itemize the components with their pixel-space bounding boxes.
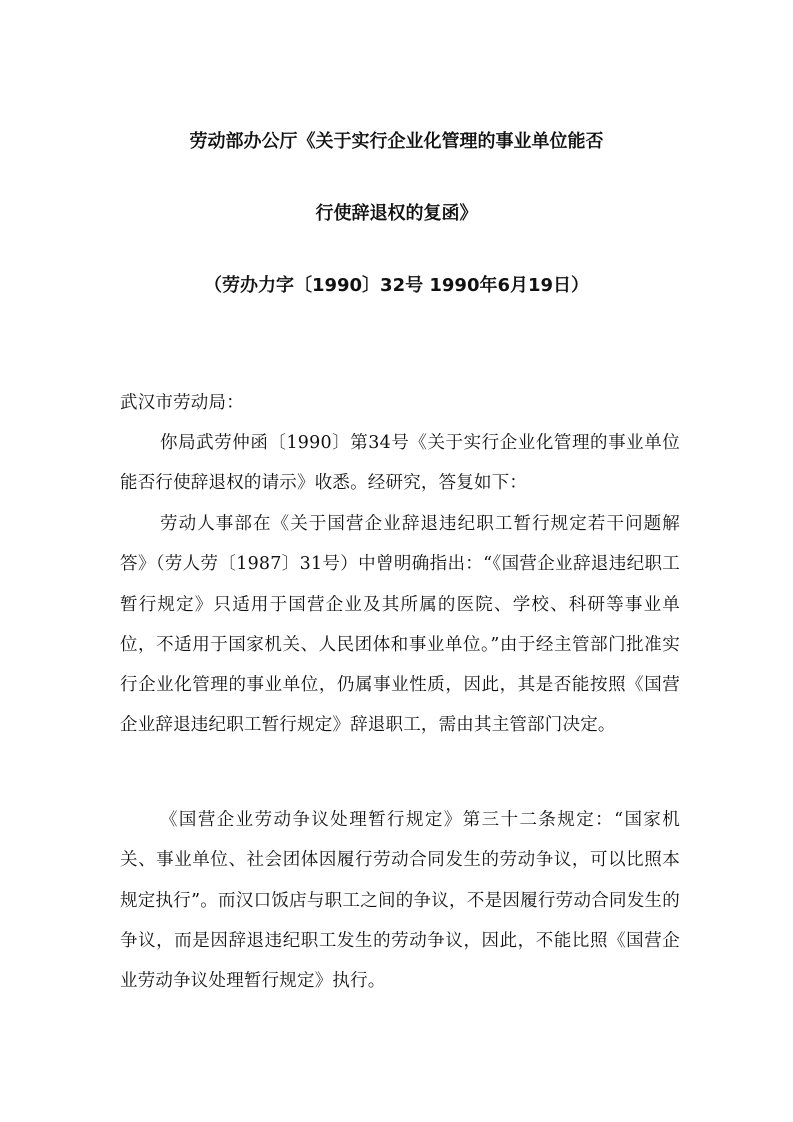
document-title-line-2: 行使辞退权的复函》 [315,203,478,224]
document-reference-line: （劳办力字〔1990〕32号 1990年6月19日） [203,275,590,296]
document-title-line-1: 劳动部办公厅《关于实行企业化管理的事业单位能否 [189,131,604,152]
salutation [120,383,680,423]
paragraph-1 [120,423,680,504]
paragraph-2 [120,504,680,746]
paragraph-1-text: 你局武劳仲函〔1990〕第34号《关于实行企业化管理的事业单位能否行使辞退权的请示》收悉。经研究，答复如下： [120,433,680,494]
paragraph-3-text: 《国营企业劳动争议处理暂行规定》第三十二条规定：“国家机关、事业单位、社会团体因履行劳动合同发生的劳动争议，可以比照本规定执行”。而汉口饭店与职工之间的争议，不是因履行劳动合同发生的争议，而是因辞退违纪职工发生的劳动争议，因此，不能比照《国营企业劳动争议处理暂行规定》执行。 [120,810,680,992]
salutation-text: 武汉市劳动局： [120,393,244,413]
paragraph-3 [120,800,680,1001]
paragraph-2-text: 劳动人事部在《关于国营企业辞退违纪职工暂行规定若干问题解答》（劳人劳〔1987〕31号）中曾明确指出：“《国营企业辞退违纪职工暂行规定》只适用于国营企业及其所属的医院、学校、科研等事业单位，不适用于国家机关、人民团体和事业单位。”由于经主管部门批准实行企业化管理的事业单位，仍属事业性质，因此，其是否能按照《国营企业辞退违纪职工暂行规定》辞退职工，需由其主管部门决定。 [120,514,680,736]
